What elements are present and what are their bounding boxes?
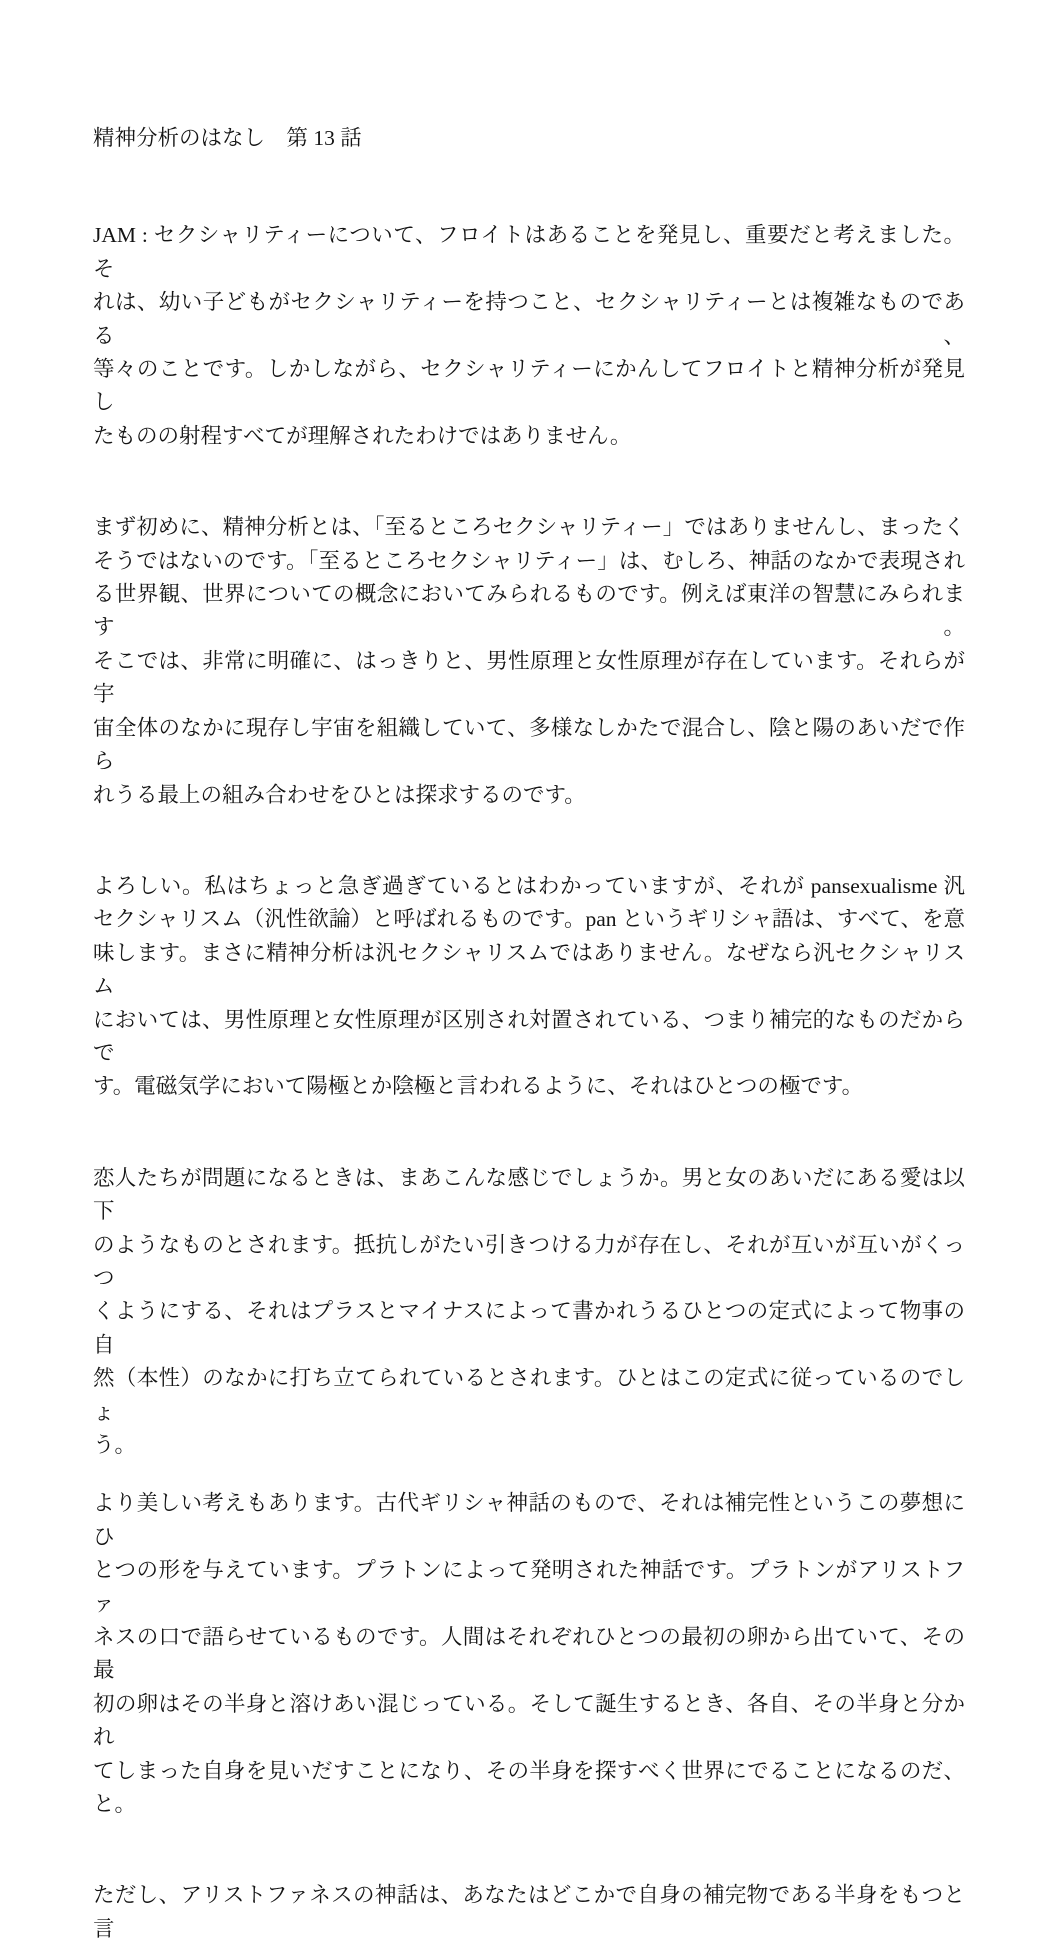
text-line: セクシャリスム（汎性欲論）と呼ばれるものです。pan というギリシャ語は、すべて、を意 [93, 907, 965, 932]
text-line: 味します。まさに精神分析は汎セクシャリスムではありません。なぜなら汎セクシャリスム [93, 940, 965, 999]
text-line: まず初めに、精神分析とは、「至るところセクシャリティー」ではありませんし、まったく [93, 515, 965, 540]
text-line: くようにする、それはプラスとマイナスによって書かれうるひとつの定式によって物事の自 [93, 1299, 965, 1357]
paragraph [93, 1879, 965, 1946]
text-line: 恋人たちが問題になるときは、まあこんな感じでしょうか。男と女のあいだにある愛は以下 [93, 1165, 965, 1224]
text-line: 等々のことです。しかしながら、セクシャリティーにかんしてフロイトと精神分析が発見し [93, 357, 965, 415]
text-line: ネスの口で語らせているものです。人間はそれぞれひとつの最初の卵から出ていて、その最 [93, 1625, 965, 1683]
text-line: 宙全体のなかに現存し宇宙を組織していて、多様なしかたで混合し、陰と陽のあいだで作ら [93, 715, 965, 774]
text-line: る世界観、世界についての概念においてみられるものです。例えば東洋の智慧にみられます。 [93, 582, 965, 640]
paragraph [93, 511, 965, 812]
document-body [93, 219, 965, 1946]
paragraph [93, 219, 965, 453]
text-line: より美しい考えもあります。古代ギリシャ神話のもので、それは補完性というこの夢想にひ [93, 1491, 965, 1549]
paragraph [93, 1162, 965, 1463]
text-line: たものの射程すべてが理解されたわけではありません。 [93, 423, 632, 448]
text-line: のようなものとされます。抵抗しがたい引きつける力が存在し、それが互いが互いがくっつ [93, 1232, 965, 1290]
text-line: れは、幼い子どもがセクシャリティーを持つこと、セクシャリティーとは複雑なものである、 [93, 290, 965, 348]
text-line: れうる最上の組み合わせをひとは探求するのです。 [93, 782, 586, 807]
text-line: 初の卵はその半身と溶けあい混じっている。そして誕生するとき、各自、その半身と分かれ [93, 1691, 965, 1750]
paragraph [93, 870, 965, 1104]
text-line: ただし、アリストファネスの神話は、あなたはどこかで自身の補完物である半身をもつと言 [93, 1883, 965, 1941]
paragraph [93, 1487, 965, 1821]
page-title: 精神分析のはなし 第 13 話 [93, 126, 362, 150]
text-line: においては、男性原理と女性原理が区別され対置されている、つまり補完的なものだからで [93, 1007, 965, 1065]
text-line: とつの形を与えています。プラトンによって発明された神話です。プラトンがアリストファ [93, 1558, 965, 1616]
text-line: そこでは、非常に明確に、はっきりと、男性原理と女性原理が存在しています。それらが宇 [93, 648, 965, 707]
text-line: 然（本性）のなかに打ち立てられているとされます。ひとはこの定式に従っているのでしょ [93, 1366, 965, 1424]
text-line: JAM : セクシャリティーについて、フロイトはあることを発見し、重要だと考えました。そ [93, 223, 965, 281]
text-line: そうではないのです。「至るところセクシャリティー」は、むしろ、神話のなかで表現され [93, 548, 965, 573]
text-line: てしまった自身を見いだすことになり、その半身を探すべく世界にでることになるのだ、と。 [93, 1758, 965, 1817]
text-line: す。電磁気学において陽極とか陰極と言われるように、それはひとつの極です。 [93, 1074, 864, 1099]
text-line: う。 [93, 1433, 137, 1457]
text-line: よろしい。私はちょっと急ぎ過ぎているとはわかっていますが、それが pansexualisme 汎 [93, 873, 965, 898]
